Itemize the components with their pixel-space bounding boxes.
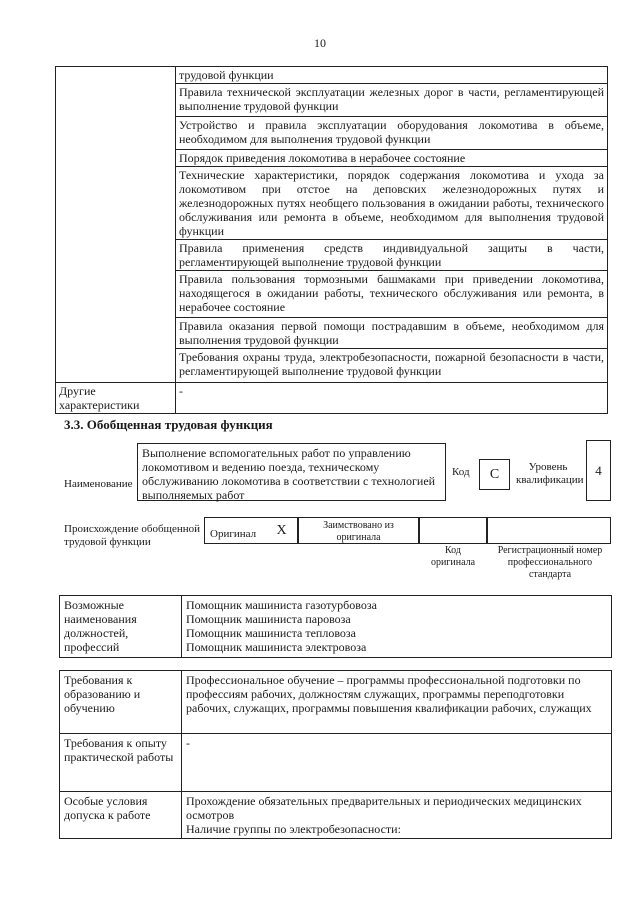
special-conditions-value: [182, 792, 612, 839]
section-title: 3.3. Обобщенная трудовая функция: [64, 417, 273, 432]
knowledge-item: Порядок приведения локомотива в нерабочее состояние: [176, 150, 608, 167]
position-item: Помощник машиниста электровоза: [186, 640, 367, 654]
positions-label: Возможные наименования должностей, профессий: [60, 596, 182, 658]
code-value-box: C: [479, 459, 510, 490]
reg-number-box: [487, 517, 611, 544]
original-label: Оригинал: [204, 517, 266, 544]
position-item: Помощник машиниста газотурбовоза: [186, 598, 377, 612]
other-characteristics-label: Другие характеристики: [56, 383, 176, 414]
knowledge-item: Правила пользования тормозными башмаками при приведении локомотива, находящегося в ожидании работы, технического обслуживания или ремонта, в нерабочее состояние: [176, 271, 608, 318]
reg-number-caption: Регистрационный номер профессионального стандарта: [497, 545, 603, 580]
level-label: Уровень квалификации: [516, 461, 584, 486]
positions-list: [182, 596, 612, 658]
knowledge-table: [55, 66, 608, 414]
position-item: Помощник машиниста паровоза: [186, 612, 351, 626]
knowledge-item: Правила применения средств индивидуальной защиты в части, регламентирующей выполнение трудовой функции: [176, 240, 608, 271]
code-original-caption: Код оригинала: [430, 545, 476, 568]
knowledge-item: Технические характеристики, порядок содержания локомотива и ухода за локомотивом при отстое на деповских железнодорожных путях и железнодорожных путях необщего пользования в ожидании работы, технического обслуживания или ремонта в объеме, необходимом для выполнения трудовой функции: [176, 167, 608, 240]
knowledge-item: Правила технической эксплуатации железных дорог в части, регламентирующей выполнение трудовой функции: [176, 84, 608, 117]
special-conditions-label: Особые условия допуска к работе: [60, 792, 182, 839]
experience-value: -: [182, 734, 612, 792]
position-item: Помощник машиниста тепловоза: [186, 626, 356, 640]
knowledge-label-cell: [56, 67, 176, 383]
original-mark: X: [266, 517, 298, 544]
name-label: Наименование: [64, 478, 133, 490]
page-number: 10: [314, 36, 326, 50]
code-original-box: [419, 517, 487, 544]
borrowed-label: Заимствовано из оригинала: [298, 517, 419, 544]
code-label: Код: [452, 466, 470, 478]
other-characteristics-value: -: [176, 383, 608, 414]
special-condition-item: Наличие группы по электробезопасности:: [186, 822, 401, 836]
name-value-box: Выполнение вспомогательных работ по управлению локомотивом и ведению поезда, техническому обслуживанию локомотива в соответствии с технологией выполняемых работ: [137, 443, 446, 501]
knowledge-item: Требования охраны труда, электробезопасности, пожарной безопасности в части, регламентирующей выполнение трудовой функции: [176, 349, 608, 383]
experience-label: Требования к опыту практической работы: [60, 734, 182, 792]
requirements-table: [59, 670, 612, 839]
positions-table: [59, 595, 612, 658]
special-condition-item: Прохождение обязательных предварительных и периодических медицинских осмотров: [186, 794, 582, 822]
origin-label: Происхождение обобщенной трудовой функции: [64, 523, 201, 548]
knowledge-item: Правила оказания первой помощи пострадавшим в объеме, необходимом для выполнения трудовой функции: [176, 318, 608, 349]
knowledge-item: трудовой функции: [176, 67, 608, 84]
level-value-box: 4: [586, 440, 611, 501]
education-label: Требования к образованию и обучению: [60, 671, 182, 734]
education-value: Профессиональное обучение – программы профессиональной подготовки по профессиям рабочих, должностям служащих, программы переподготовки рабочих, служащих, программы повышения квалификации рабочих, служащих: [182, 671, 612, 734]
knowledge-item: Устройство и правила эксплуатации оборудования локомотива в объеме, необходимом для выполнения трудовой функции: [176, 117, 608, 150]
